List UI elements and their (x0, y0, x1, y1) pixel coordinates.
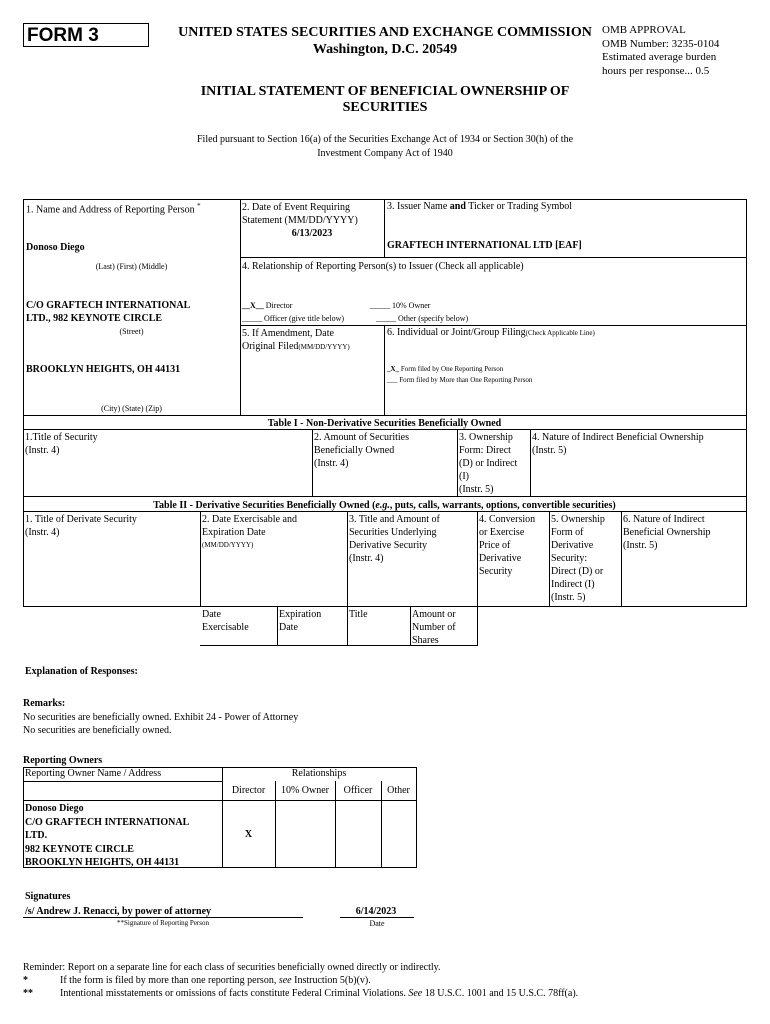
relationship-label: 4. Relationship of Reporting Person(s) to Issuer (Check all applicable) (242, 261, 524, 272)
t2c3-l1: 3. Title and Amount of (349, 514, 440, 525)
signature-value: /s/ Andrew J. Renacci, by power of attorney (25, 906, 212, 917)
statement-title-line2: SECURITIES (342, 100, 428, 115)
table2-title-pre: Table II - Derivative Securities Beneficially Owned ( (153, 500, 376, 511)
omb-approval (602, 24, 719, 78)
grid-line (23, 917, 303, 918)
t2c2-l1: 2. Date Exercisable and (202, 514, 297, 525)
event-date-value: 6/13/2023 (291, 228, 333, 239)
grid-line (222, 767, 223, 868)
director-header: Director (231, 785, 266, 796)
grid-line (549, 511, 550, 607)
grid-line (240, 257, 746, 258)
owner-name-header: Reporting Owner Name / Address (25, 768, 162, 779)
table1-col-title (25, 431, 98, 457)
t2c6-l1: 6. Nature of Indirect (623, 514, 705, 525)
grid-line (277, 606, 278, 646)
street-line2: LTD., 982 KEYNOTE CIRCLE (26, 313, 163, 324)
reminder: Reminder: Report on a separate line for each class of securities beneficially owned directly or indirectly. (23, 962, 441, 973)
grid-line (347, 606, 348, 646)
table1-col-ownership (459, 431, 517, 496)
grid-line (23, 415, 746, 416)
t1c2-l3: (Instr. 4) (314, 458, 349, 469)
owner-line1: Donoso Diego (25, 803, 84, 814)
t1c3-l1: 3. Ownership (459, 432, 513, 443)
table2-col-underlying (349, 513, 440, 565)
other-header: Other (387, 785, 410, 796)
t2c5-l1: 5. Ownership (551, 514, 605, 525)
amendment-label (242, 327, 350, 354)
note1-post: Instruction 5(b)(v). (291, 975, 371, 986)
sub-am-l1: Amount or (412, 609, 456, 620)
table2-col-conversion (479, 513, 535, 578)
t2c4-l4: Derivative (479, 553, 522, 564)
sub-am-l3: Shares (412, 635, 439, 646)
table2-col-dates (202, 513, 297, 552)
agency-block (170, 24, 600, 58)
t2c5-l3: Derivative (551, 540, 594, 551)
t2c2-l2: Expiration Date (202, 527, 266, 538)
issuer-label-post: Ticker or Trading Symbol (465, 201, 573, 212)
sub-ex-l2: Date (279, 622, 298, 633)
form-title: FORM 3 (23, 23, 149, 47)
reporting-person-mark: * (197, 202, 201, 210)
t1c3-l4: (I) (459, 471, 469, 482)
filing-option-one (387, 365, 503, 373)
issuer-label (387, 201, 572, 212)
t2c4-l3: Price of (479, 540, 511, 551)
grid-line (23, 606, 746, 607)
director-text: Director (265, 301, 293, 310)
director-mark: __X__ (242, 301, 264, 310)
note1-pre: If the form is filed by more than one reporting person, (60, 975, 279, 986)
grid-line (530, 429, 531, 496)
t1c4-l1: 4. Nature of Indirect Beneficial Ownership (532, 432, 704, 443)
grid-line (23, 429, 746, 430)
grid-line (23, 800, 417, 801)
relationships-header: Relationships (291, 768, 347, 779)
relationship-officer: _____ Officer (give title below) (242, 314, 345, 323)
table1-col-amount (314, 431, 409, 470)
omb-hours: hours per response... 0.5 (602, 64, 710, 77)
sub-de-l2: Exercisable (202, 622, 249, 633)
table2-col-title (25, 513, 137, 539)
t2c3-l4: (Instr. 4) (349, 553, 384, 564)
remarks-line1: No securities are beneficially owned. Exhibit 24 - Power of Attorney (23, 712, 299, 723)
note2-post: 18 U.S.C. 1001 and 15 U.S.C. 78ff(a). (422, 988, 579, 999)
t1c1-l2: (Instr. 4) (25, 445, 60, 456)
amendment-label-line1: 5. If Amendment, Date (242, 328, 334, 339)
t2c5-l7: (Instr. 5) (551, 592, 586, 603)
t2c5-l5: Direct (D) or (551, 566, 604, 577)
grid-line (621, 511, 622, 607)
event-date-label-line2: Statement (MM/DD/YYYY) (242, 215, 358, 226)
reporting-person-street (26, 299, 190, 325)
filing-type-text: 6. Individual or Joint/Group Filing (387, 327, 526, 338)
reporting-person-name: Donoso Diego (26, 242, 85, 253)
grid-line (240, 325, 746, 326)
filing-option-one-mark: _X_ (387, 365, 400, 373)
t2c5-l2: Form of (551, 527, 584, 538)
sub-ex-l1: Expiration (279, 609, 322, 620)
table2-title (23, 500, 746, 511)
grid-line (340, 917, 414, 918)
remarks-line2: No securities are beneficially owned. (23, 725, 172, 736)
date-caption: Date (369, 919, 385, 928)
t2c4-l1: 4. Conversion (479, 514, 536, 525)
t2c4-l5: Security (479, 566, 513, 577)
signature-date: 6/14/2023 (355, 906, 397, 917)
table2-col-ownership (551, 513, 605, 604)
event-date-label (242, 201, 358, 227)
t1c1-l1: 1.Title of Security (25, 432, 98, 443)
t2c4-l2: or Exercise (479, 527, 525, 538)
director-check: X (244, 829, 253, 840)
signatures-heading: Signatures (25, 891, 71, 902)
note2-pre: Intentional misstatements or omissions of facts constitute Federal Criminal Violations. (60, 988, 409, 999)
issuer-label-and: and (449, 201, 466, 212)
grid-line (23, 767, 24, 868)
omb-title: OMB APPROVAL (602, 24, 686, 36)
remarks-text (23, 711, 298, 737)
reporting-person-label (26, 202, 201, 215)
filed-pursuant (120, 133, 650, 161)
agency-location: Washington, D.C. 20549 (312, 42, 458, 57)
street-line1: C/O GRAFTECH INTERNATIONAL (26, 300, 191, 311)
sub-amount (412, 608, 456, 647)
note2-mark: ** (23, 988, 33, 999)
t1c2-l1: 2. Amount of Securities (314, 432, 409, 443)
city-caption: (City) (State) (Zip) (101, 404, 162, 413)
tenpct-header: 10% Owner (280, 785, 330, 796)
owner-line3: LTD. (25, 830, 48, 841)
note1 (60, 975, 371, 986)
reporting-owners-heading: Reporting Owners (23, 755, 103, 766)
sub-de-l1: Date (202, 609, 221, 620)
statement-title (170, 84, 600, 116)
sub-date-exercisable (202, 608, 249, 634)
relationship-director (242, 301, 292, 310)
amendment-label-line2 (242, 340, 350, 354)
grid-line (347, 511, 348, 607)
owner-line2: C/O GRAFTECH INTERNATIONAL (25, 816, 190, 828)
explanation-heading: Explanation of Responses: (25, 666, 138, 677)
table2-col-nature (623, 513, 710, 552)
t2c2-small: (MM/DD/YYYY) (202, 541, 254, 549)
grid-line (200, 511, 201, 607)
grid-line (477, 511, 478, 607)
note2-see: See (408, 988, 423, 999)
grid-line (477, 606, 478, 646)
t2c6-l3: (Instr. 5) (623, 540, 658, 551)
grid-line (23, 511, 746, 512)
t2c3-l2: Securities Underlying (349, 527, 437, 538)
note1-see: see (278, 975, 292, 986)
grid-line (410, 606, 411, 646)
t1c3-l5: (Instr. 5) (459, 484, 494, 495)
omb-burden: Estimated average burden (602, 51, 717, 63)
filing-type-label (387, 327, 595, 338)
t1c4-l2: (Instr. 5) (532, 445, 567, 456)
note1-mark: * (23, 975, 28, 986)
omb-number: OMB Number: 3235-0104 (602, 37, 720, 50)
filing-type-small: (Check Applicable Line) (525, 329, 595, 337)
sub-expiration-date (279, 608, 321, 634)
t2c1-l2: (Instr. 4) (25, 527, 60, 538)
grid-line (384, 325, 385, 415)
t2c5-l4: Security: (551, 553, 588, 564)
t1c3-l3: (D) or Indirect (459, 458, 518, 469)
issuer-label-pre: 3. Issuer Name (387, 201, 450, 212)
reporting-person-city: BROOKLYN HEIGHTS, OH 44131 (26, 364, 181, 375)
table2-title-eg: e.g. (375, 500, 390, 511)
grid-line (23, 781, 223, 782)
signature-caption: **Signature of Reporting Person (117, 919, 209, 927)
t2c6-l2: Beneficial Ownership (623, 527, 711, 538)
agency-name: UNITED STATES SECURITIES AND EXCHANGE COMMISSION (178, 25, 592, 40)
amendment-label-text: Original Filed (242, 341, 299, 352)
t1c2-l2: Beneficially Owned (314, 445, 395, 456)
filing-option-two: ___ Form filed by More than One Reporting Person (387, 376, 533, 384)
owner-line4: 982 KEYNOTE CIRCLE (25, 843, 134, 855)
officer-header: Officer (343, 785, 373, 796)
grid-line (384, 199, 385, 257)
filed-pursuant-line2: Investment Company Act of 1940 (317, 148, 453, 159)
t2c5-l6: Indirect (I) (551, 579, 595, 590)
relationship-tenpct: _____ 10% Owner (370, 301, 431, 310)
issuer-value: GRAFTECH INTERNATIONAL LTD [EAF] (387, 240, 582, 251)
table2-title-post: , puts, calls, warrants, options, convertible securities) (389, 500, 616, 511)
relationship-other: _____ Other (specify below) (376, 314, 469, 323)
grid-line (312, 429, 313, 496)
sub-title: Title (349, 609, 368, 620)
sub-am-l2: Number of (412, 622, 456, 633)
t2c3-l3: Derivative Security (349, 540, 428, 551)
street-caption: (Street) (119, 327, 144, 336)
filed-pursuant-line1: Filed pursuant to Section 16(a) of the Securities Exchange Act of 1934 or Section 30(h) of the (196, 134, 574, 145)
grid-line (746, 199, 747, 607)
grid-line (23, 199, 24, 607)
grid-line (416, 767, 417, 868)
grid-line (457, 429, 458, 496)
t1c3-l2: Form: Direct (459, 445, 511, 456)
filing-option-one-text: Form filed by One Reporting Person (400, 365, 504, 373)
name-caption: (Last) (First) (Middle) (95, 262, 168, 271)
amendment-label-small: (MM/DD/YYYY) (298, 343, 350, 351)
grid-line (23, 496, 746, 497)
t2c1-l1: 1. Title of Derivate Security (25, 514, 137, 525)
remarks-heading: Remarks: (23, 698, 66, 709)
owner-details (25, 802, 189, 870)
table1-col-nature (532, 431, 704, 457)
owner-line5: BROOKLYN HEIGHTS, OH 44131 (25, 857, 180, 868)
table1-title: Table I - Non-Derivative Securities Beneficially Owned (267, 418, 502, 429)
event-date-label-line1: 2. Date of Event Requiring (242, 202, 351, 213)
reporting-person-label-text: 1. Name and Address of Reporting Person (26, 204, 195, 216)
statement-title-line1: INITIAL STATEMENT OF BENEFICIAL OWNERSHIP OF (200, 84, 570, 99)
note2 (60, 988, 578, 999)
